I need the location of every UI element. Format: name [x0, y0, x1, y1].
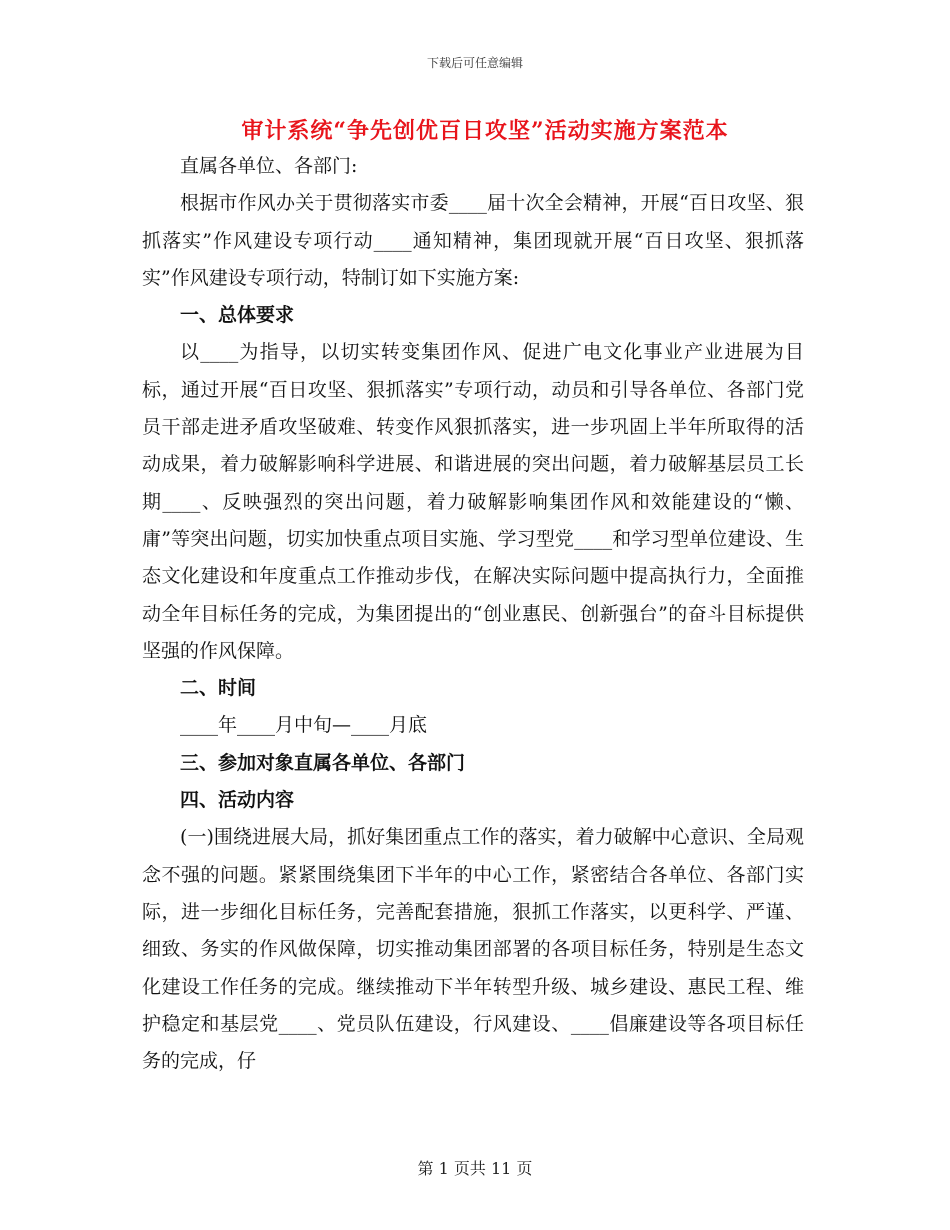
document-body	[142, 148, 804, 1080]
section-paragraph-activity-content: (一)围绕进展大局，抓好集团重点工作的落实，着力破解中心意识、全局观念不强的问题。紧紧围绕集团下半年的中心工作，紧密结合各单位、各部门实际，进一步细化目标任务，完善配套措施，狠抓工作落实，以更科学、严谨、细致、务实的作风做保障，切实推动集团部署的各项目标任务，特别是生态文化建设工作任务的完成。继续推动下半年转型升级、城乡建设、惠民工程、维护稳定和基层党____、党员队伍建设，行风建设、____倡廉建设等各项目标任务的完成，仔	[142, 826, 804, 1073]
section-heading-activity-content: 四、活动内容	[180, 789, 295, 812]
salutation: 直属各单位、各部门:	[180, 155, 358, 177]
section-heading-general-requirements: 一、总体要求	[180, 304, 295, 327]
section-heading-time: 二、时间	[180, 677, 257, 700]
document-title: 审计系统“争先创优百日攻坚”活动实施方案范本	[241, 118, 729, 144]
page-number-footer: 第 1 页共 11 页	[417, 1159, 533, 1178]
intro-paragraph: 根据市作风办关于贯彻落实市委____届十次全会精神，开展“百日攻坚、狠抓落实”作风建设专项行动____通知精神，集团现就开展“百日攻坚、狠抓落实”作风建设专项行动，特制订如下实施方案:	[142, 192, 804, 289]
header-note: 下载后可任意编辑	[426, 56, 523, 70]
section-heading-participants: 三、参加对象直属各单位、各部门	[180, 751, 466, 774]
section-paragraph-time: ____年____月中旬—____月底	[180, 714, 428, 737]
section-paragraph-general-requirements: 以____为指导，以切实转变集团作风、促进广电文化事业产业进展为目标，通过开展“百日攻坚、狠抓落实”专项行动，动员和引导各单位、各部门党员干部走进矛盾攻坚破难、转变作风狠抓落实，进一步巩固上半年所取得的活动成果，着力破解影响科学进展、和谐进展的突出问题，着力破解基层员工长期____、反映强烈的突出问题，着力破解影响集团作风和效能建设的“懒、庸”等突出问题，切实加快重点项目实施、学习型党____和学习型单位建设、生态文化建设和年度重点工作推动步伐，在解决实际问题中提高执行力，全面推动全年目标任务的完成，为集团提出的“创业惠民、创新强台”的奋斗目标提供坚强的作风保障。	[142, 341, 804, 662]
